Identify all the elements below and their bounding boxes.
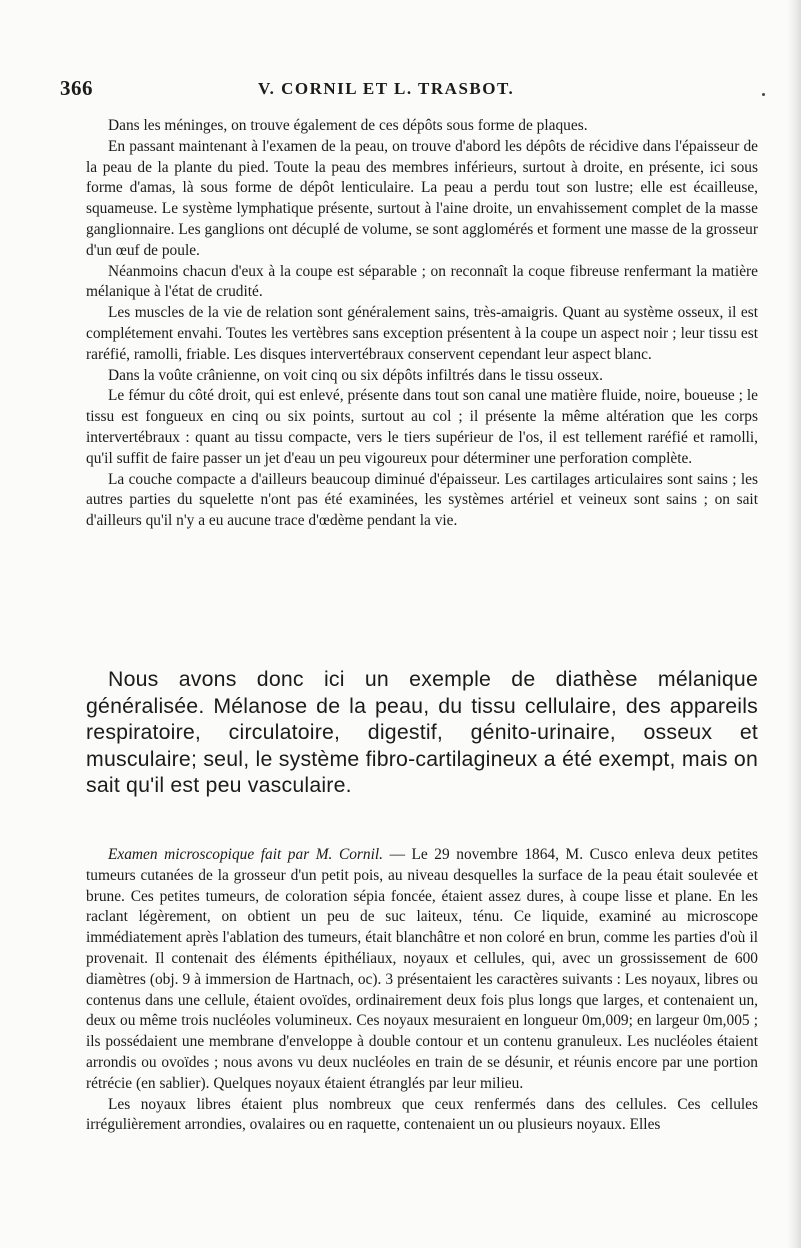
microscopic-exam-text: — Le 29 novembre 1864, M. Cusco enleva deux petites tumeurs cutanées de la grosseur d'un petit pois, au niveau desquelles la surface de la peau était soulevée et brune. Ces petites tumeurs, de coloration sépia foncée, étaient assez dures, à coupe lisse et plane. En les raclant légèrement, on obtient un peu de suc laiteux, ténu. Ce liquide, examiné au microscope immédiatement après l'ablation des tumeurs, était blanchâtre et non coloré en brun, comme les parties d'où il provenait. Il contenait des éléments épithéliaux, noyaux et cellules, qui, avec un grossissement de 600 diamètres (obj. 9 à immersion de Hartnach, oc). 3 présentaient les caractères suivants : Les noyaux, libres ou contenus dans une cellule, étaient ovoïdes, ordinairement deux fois plus longs que larges, et contenaient un, deux ou même trois nucléoles volumineux. Ces noyaux mesuraient en longueur 0m,009; en largeur 0m,005 ; ils possédaient une membrane d'enveloppe à double contour et un contenu granuleux. Les nucléoles étaient arrondis ou ovoïdes ; nous avons vu deux nucléoles en train de se désunir, et réunis encore par une portion rétrécie (en sablier). Quelques noyaux étaient étranglés par leur milieu. xyxy=(86,846,759,1092)
microscopic-exam-heading: Examen microscopique fait par M. Cornil. xyxy=(108,846,384,863)
paragraph-skin: En passant maintenant à l'examen de la peau, on trouve d'abord les dépôts de récidive dans l'épaisseur de la peau de la plante du pied. Toute la peau des membres inférieurs, surtout à droite, en présente, ici sous forme d'amas, là sous forme de dépôt lenticulaire. La peau a perdu tout son lustre; elle est écailleuse, squameuse. Le système lymphatique présente, surtout à l'aine droite, un envahissement complet de la masse ganglionnaire. Les ganglions ont décuplé de volume, se sont agglomérés et forment une masse de la grosseur d'un œuf de poule. xyxy=(86,137,758,259)
paragraph-femur: Le fémur du côté droit, qui est enlevé, présente dans tout son canal une matière fluide, noire, boueuse ; le tissu est fongueux en cinq ou six points, surtout au col ; il présente la même altération que les corps intervertébraux : quant au tissu compacte, vers le tiers supérieur de l'os, il est tellement raréfié et ramolli, qu'il suffit de faire passer un jet d'eau un peu vigoureux pour déterminer une perforation complète. xyxy=(86,387,758,467)
scan-edge-shadow xyxy=(787,0,801,1248)
running-head: V. CORNIL ET L. TRASBOT. xyxy=(258,79,515,98)
page-header xyxy=(60,76,760,106)
paragraph-cartilage: La couche compacte a d'ailleurs beaucoup diminué d'épaisseur. Les cartilages articulaires sont sains ; les autres parties du squelette n'ont pas été examinées, les systèmes artériel et veineux sont sains ; on sait d'ailleurs qu'il n'y a eu aucune trace d'œdème pendant la vie. xyxy=(86,470,758,530)
paragraph-muscles-bones: Les muscles de la vie de relation sont généralement sains, très-amaigris. Quant au système osseux, il est complétement envahi. Toutes les vertèbres sans exception présentent à la coupe un aspect noir ; leur tissu est raréfié, ramolli, friable. Les disques intervertébraux conservent cependant leur aspect blanc. xyxy=(86,304,758,363)
paragraph-ganglia: Néanmoins chacun d'eux à la coupe est séparable ; on reconnaît la coque fibreuse renfermant la matière mélanique à l'état de crudité. xyxy=(86,262,758,301)
paragraph-conclusion: Nous avons donc ici un exemple de diathèse mélanique généralisée. Mélanose de la peau, du tissu cellulaire, des appareils respiratoire, circulatoire, digestif, génito-urinaire, osseux et musculaire; seul, le système fibro-cartilagineux a été exempt, mais on sait qu'il est peu vasculaire. xyxy=(86,667,758,798)
page-number: 366 xyxy=(60,76,93,100)
paragraph-microscopic-exam xyxy=(86,845,758,1095)
section-conclusion xyxy=(86,666,758,799)
paragraph-free-nuclei: Les noyaux libres étaient plus nombreux que ceux renfermés dans des cellules. Ces cellules irrégulièrement arrondies, ovalaires ou en raquette, contenaient un ou plusieurs noyaux. Elles xyxy=(86,1095,758,1134)
section-autopsy-findings xyxy=(86,116,758,532)
paragraph-skull: Dans la voûte crânienne, on voit cinq ou six dépôts infiltrés dans le tissu osseux. xyxy=(108,366,603,384)
paragraph-meninges: Dans les méninges, on trouve également de ces dépôts sous forme de plaques. xyxy=(108,117,588,134)
header-dot xyxy=(762,93,765,96)
section-microscopic-exam xyxy=(86,845,758,1136)
